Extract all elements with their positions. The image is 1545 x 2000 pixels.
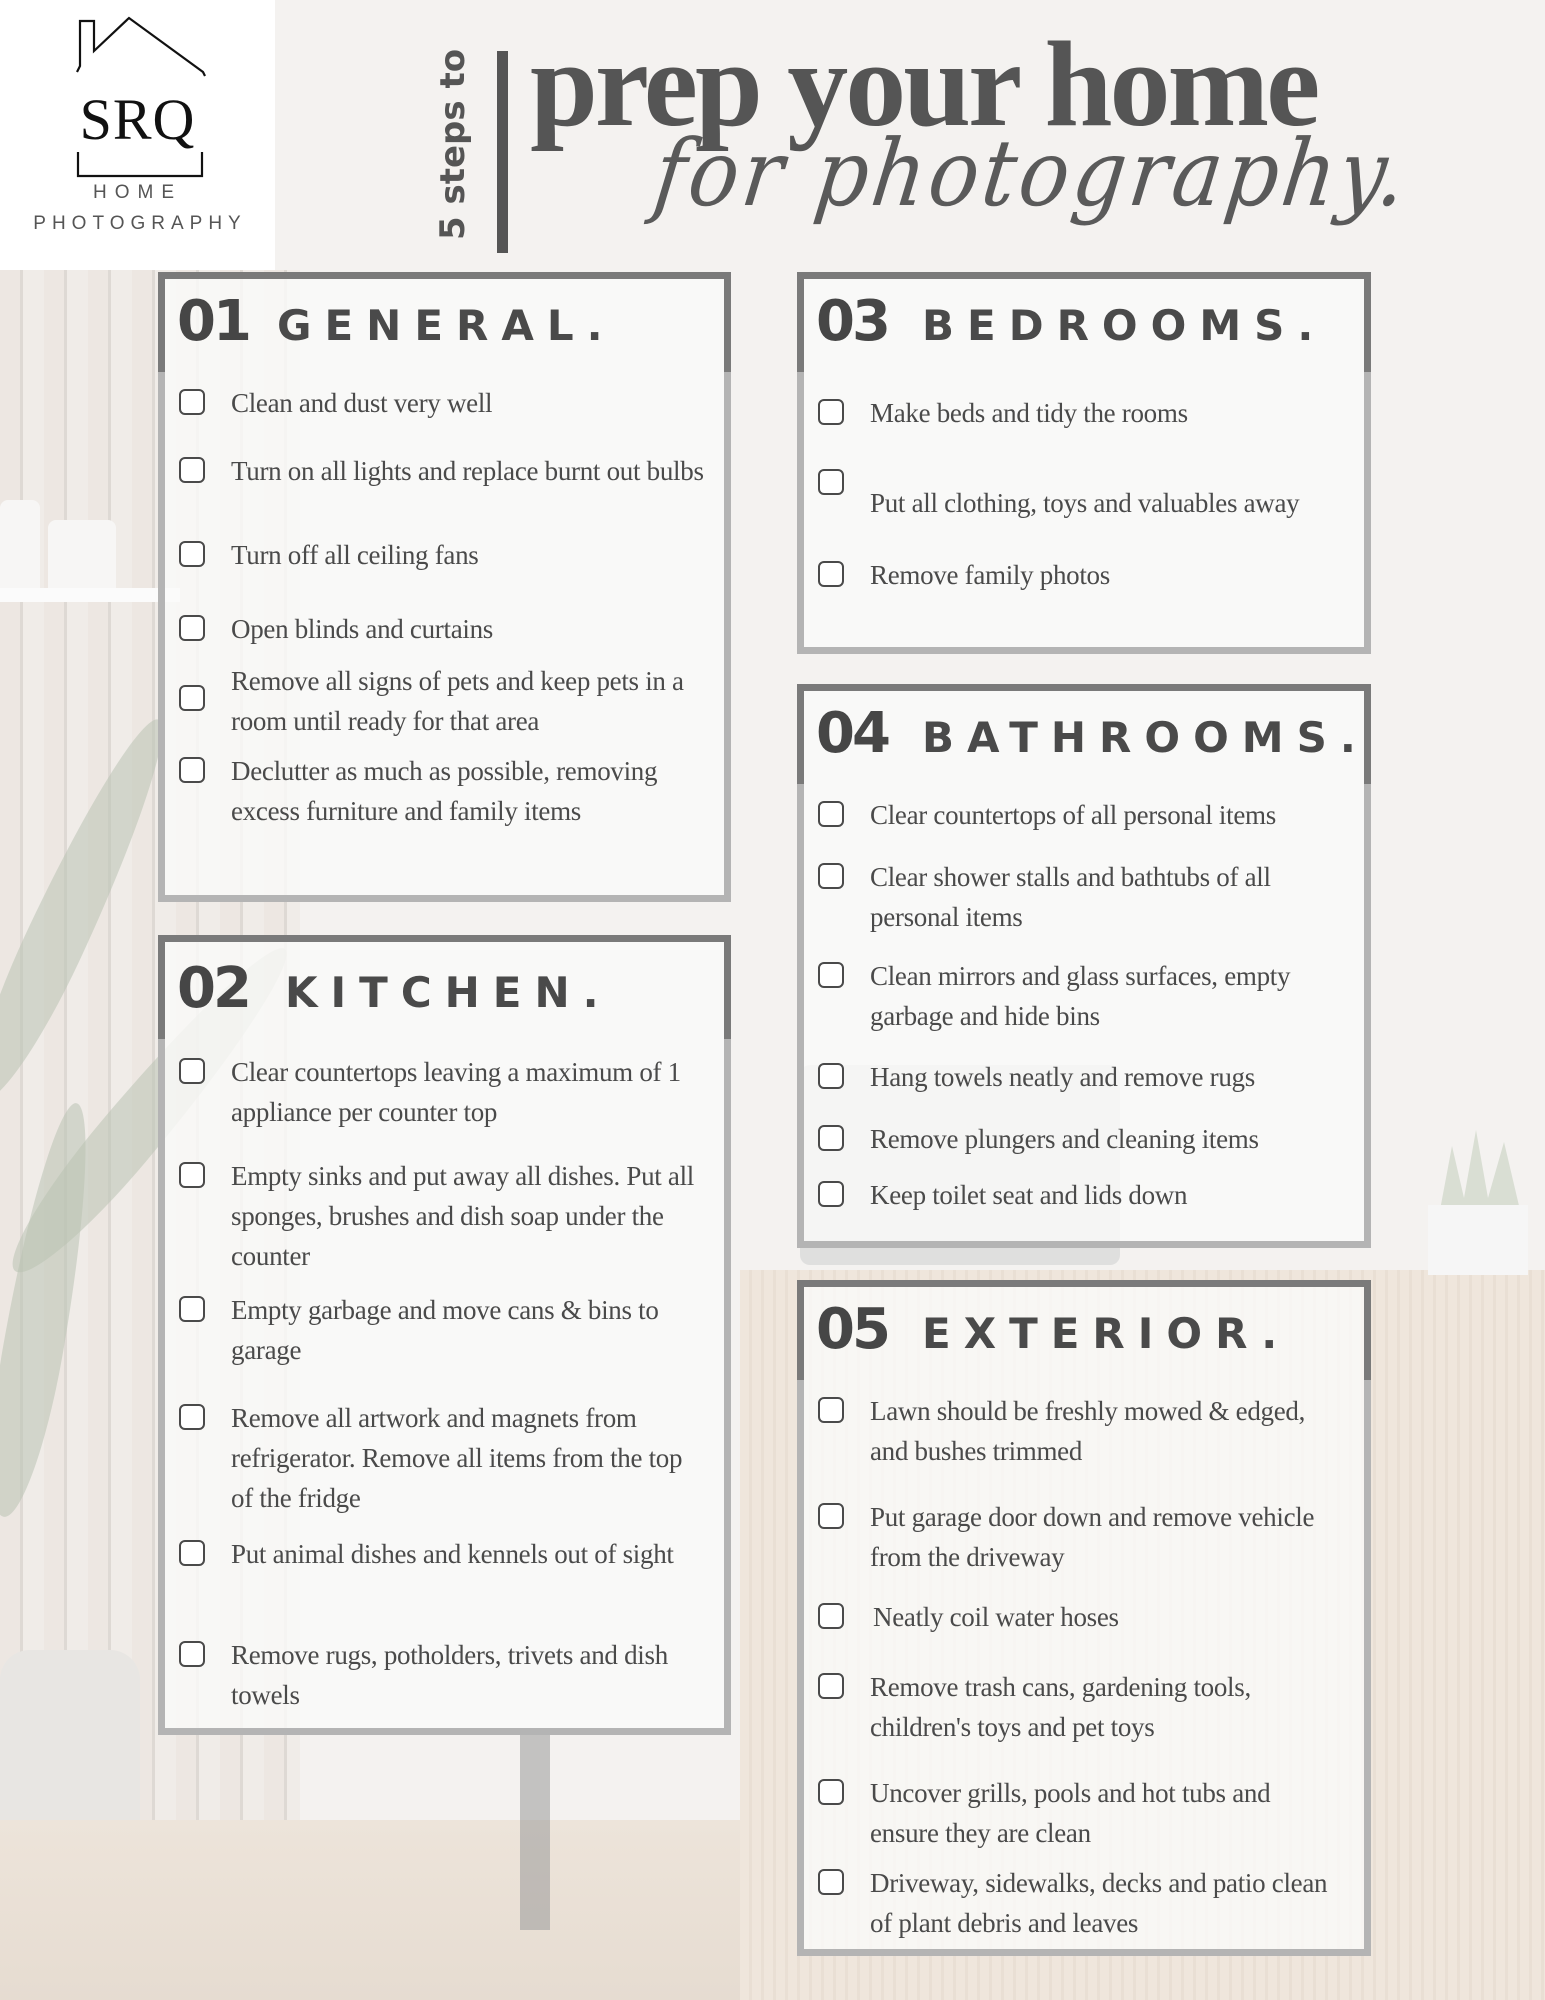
checklist-item-text: Put all clothing, toys and valuables away xyxy=(870,488,1300,518)
checklist-item xyxy=(179,451,704,491)
checklist-item-text: Clear shower stalls and bathtubs of all personal items xyxy=(870,862,1271,932)
section-general xyxy=(158,272,731,902)
checklist-item xyxy=(179,751,704,831)
checklist-item xyxy=(818,1057,1344,1097)
checklist-item-text: Driveway, sidewalks, decks and patio clean of plant debris and leaves xyxy=(870,1868,1328,1938)
checklist-item-text: Make beds and tidy the rooms xyxy=(870,398,1188,428)
section-title: GENERAL. xyxy=(277,301,616,350)
checkbox[interactable] xyxy=(179,1540,205,1566)
section-header xyxy=(797,272,1371,372)
checklist-item xyxy=(818,393,1344,433)
checkbox[interactable] xyxy=(179,389,205,415)
checklist-item xyxy=(179,1398,704,1518)
checkbox[interactable] xyxy=(179,615,205,641)
checkbox[interactable] xyxy=(818,469,844,495)
background-vase xyxy=(0,500,40,588)
checklist-item xyxy=(818,1175,1344,1215)
section-bathrooms xyxy=(797,684,1371,1248)
checklist-item-text: Remove rugs, potholders, trivets and dish towels xyxy=(231,1640,668,1710)
title-prefix: 5 steps to xyxy=(433,48,473,240)
checklist-item-text: Clean mirrors and glass surfaces, empty garbage and hide bins xyxy=(870,961,1291,1031)
checkbox[interactable] xyxy=(179,1296,205,1322)
checklist-item-text: Lawn should be freshly mowed & edged, and bushes trimmed xyxy=(870,1396,1306,1466)
checkbox[interactable] xyxy=(818,1869,844,1895)
checkbox[interactable] xyxy=(179,757,205,783)
checklist-item-text: Remove all signs of pets and keep pets in a room until ready for that area xyxy=(231,666,684,736)
checklist-item xyxy=(179,1156,704,1276)
checklist-item xyxy=(179,1534,704,1574)
checklist-item xyxy=(818,1597,1344,1637)
checklist-item xyxy=(818,1667,1344,1747)
checklist-item-text: Clear countertops of all personal items xyxy=(870,800,1276,830)
section-number: 05 xyxy=(816,1297,888,1362)
checklist-item-text: Put garage door down and remove vehicle from the driveway xyxy=(870,1502,1315,1572)
section-title: KITCHEN. xyxy=(285,968,612,1017)
checklist-item-text: Turn on all lights and replace burnt out bulbs xyxy=(231,456,704,486)
checklist-item xyxy=(818,1497,1344,1577)
checklist-item xyxy=(179,1052,704,1132)
logo-line-photography: PHOTOGRAPHY xyxy=(33,213,247,234)
checklist-item-text: Declutter as much as possible, removing excess furniture and family items xyxy=(231,756,658,826)
checklist-item-text: Remove all artwork and magnets from refrigerator. Remove all items from the top of the fridge xyxy=(231,1403,683,1513)
section-number: 03 xyxy=(816,289,888,354)
checkbox[interactable] xyxy=(818,1181,844,1207)
background-shelf xyxy=(0,588,180,602)
page-title: prep your home xyxy=(530,17,1318,152)
section-number: 02 xyxy=(177,956,249,1021)
checkbox[interactable] xyxy=(818,962,844,988)
section-number: 01 xyxy=(177,289,249,354)
section-header xyxy=(797,1280,1371,1380)
checkbox[interactable] xyxy=(179,457,205,483)
checkbox[interactable] xyxy=(818,1125,844,1151)
checklist-item xyxy=(818,463,1344,523)
checkbox[interactable] xyxy=(179,541,205,567)
section-title: BEDROOMS. xyxy=(922,301,1327,350)
checklist-item-text: Empty sinks and put away all dishes. Put all sponges, brushes and dish soap under the counter xyxy=(231,1161,695,1271)
checkbox[interactable] xyxy=(818,1397,844,1423)
checklist-item-text: Empty garbage and move cans & bins to garage xyxy=(231,1295,659,1365)
section-title: EXTERIOR. xyxy=(922,1309,1291,1358)
background-vase xyxy=(48,520,116,588)
checklist-item xyxy=(818,555,1344,595)
background-succulent xyxy=(1440,1130,1520,1210)
checklist-item xyxy=(818,956,1344,1036)
checkbox[interactable] xyxy=(818,1603,844,1629)
section-number: 04 xyxy=(816,701,888,766)
checkbox[interactable] xyxy=(818,1673,844,1699)
checklist-item-text: Keep toilet seat and lids down xyxy=(870,1180,1188,1210)
checklist-item-text: Uncover grills, pools and hot tubs and ensure they are clean xyxy=(870,1778,1271,1848)
checkbox[interactable] xyxy=(818,863,844,889)
checklist-item xyxy=(179,383,704,423)
checklist-item-text: Open blinds and curtains xyxy=(231,614,493,644)
checklist-item-text: Turn off all ceiling fans xyxy=(231,540,479,570)
checkbox[interactable] xyxy=(818,561,844,587)
checklist-item-text: Hang towels neatly and remove rugs xyxy=(870,1062,1255,1092)
checkbox[interactable] xyxy=(179,1162,205,1188)
checklist-item xyxy=(179,661,704,741)
background-chair-base xyxy=(520,1730,550,1930)
checklist-item xyxy=(818,1391,1344,1471)
checklist-item-text: Clear countertops leaving a maximum of 1 appliance per counter top xyxy=(231,1057,681,1127)
checklist-item xyxy=(818,857,1344,937)
checklist-item-text: Put animal dishes and kennels out of sight xyxy=(231,1539,674,1569)
section-exterior xyxy=(797,1280,1371,1956)
checkbox[interactable] xyxy=(179,685,205,711)
checkbox[interactable] xyxy=(818,399,844,425)
section-bedrooms xyxy=(797,272,1371,654)
checkbox[interactable] xyxy=(818,1063,844,1089)
checklist-item-text: Remove family photos xyxy=(870,560,1110,590)
checkbox[interactable] xyxy=(818,1503,844,1529)
background-floor xyxy=(0,1820,800,2000)
checkbox[interactable] xyxy=(179,1404,205,1430)
checklist-item xyxy=(179,535,704,575)
checklist-item-text: Remove plungers and cleaning items xyxy=(870,1124,1259,1154)
title-divider xyxy=(497,51,508,253)
section-title: BATHROOMS. xyxy=(922,713,1369,762)
checklist-item xyxy=(818,1773,1344,1853)
checkbox[interactable] xyxy=(179,1641,205,1667)
section-kitchen xyxy=(158,935,731,1735)
section-header xyxy=(797,684,1371,784)
checkbox[interactable] xyxy=(818,1779,844,1805)
checklist-item xyxy=(818,1863,1344,1943)
background-succulent-pot xyxy=(1428,1205,1528,1275)
section-header xyxy=(158,272,731,372)
checklist-item xyxy=(818,1119,1344,1159)
page-subtitle: for photography. xyxy=(648,120,1416,227)
checklist-item xyxy=(179,609,704,649)
checklist-item xyxy=(818,795,1344,835)
logo xyxy=(0,0,275,270)
logo-line-home: HOME xyxy=(93,182,182,203)
checklist-item xyxy=(179,1635,704,1715)
checkbox[interactable] xyxy=(818,801,844,827)
checklist-item-text: Remove trash cans, gardening tools, children's toys and pet toys xyxy=(870,1672,1251,1742)
logo-brand: SRQ xyxy=(79,87,196,152)
section-header xyxy=(158,935,731,1039)
checklist-item-text: Neatly coil water hoses xyxy=(873,1602,1119,1632)
checklist-item-text: Clean and dust very well xyxy=(231,388,493,418)
checklist-item xyxy=(179,1290,704,1370)
checkbox[interactable] xyxy=(179,1058,205,1084)
